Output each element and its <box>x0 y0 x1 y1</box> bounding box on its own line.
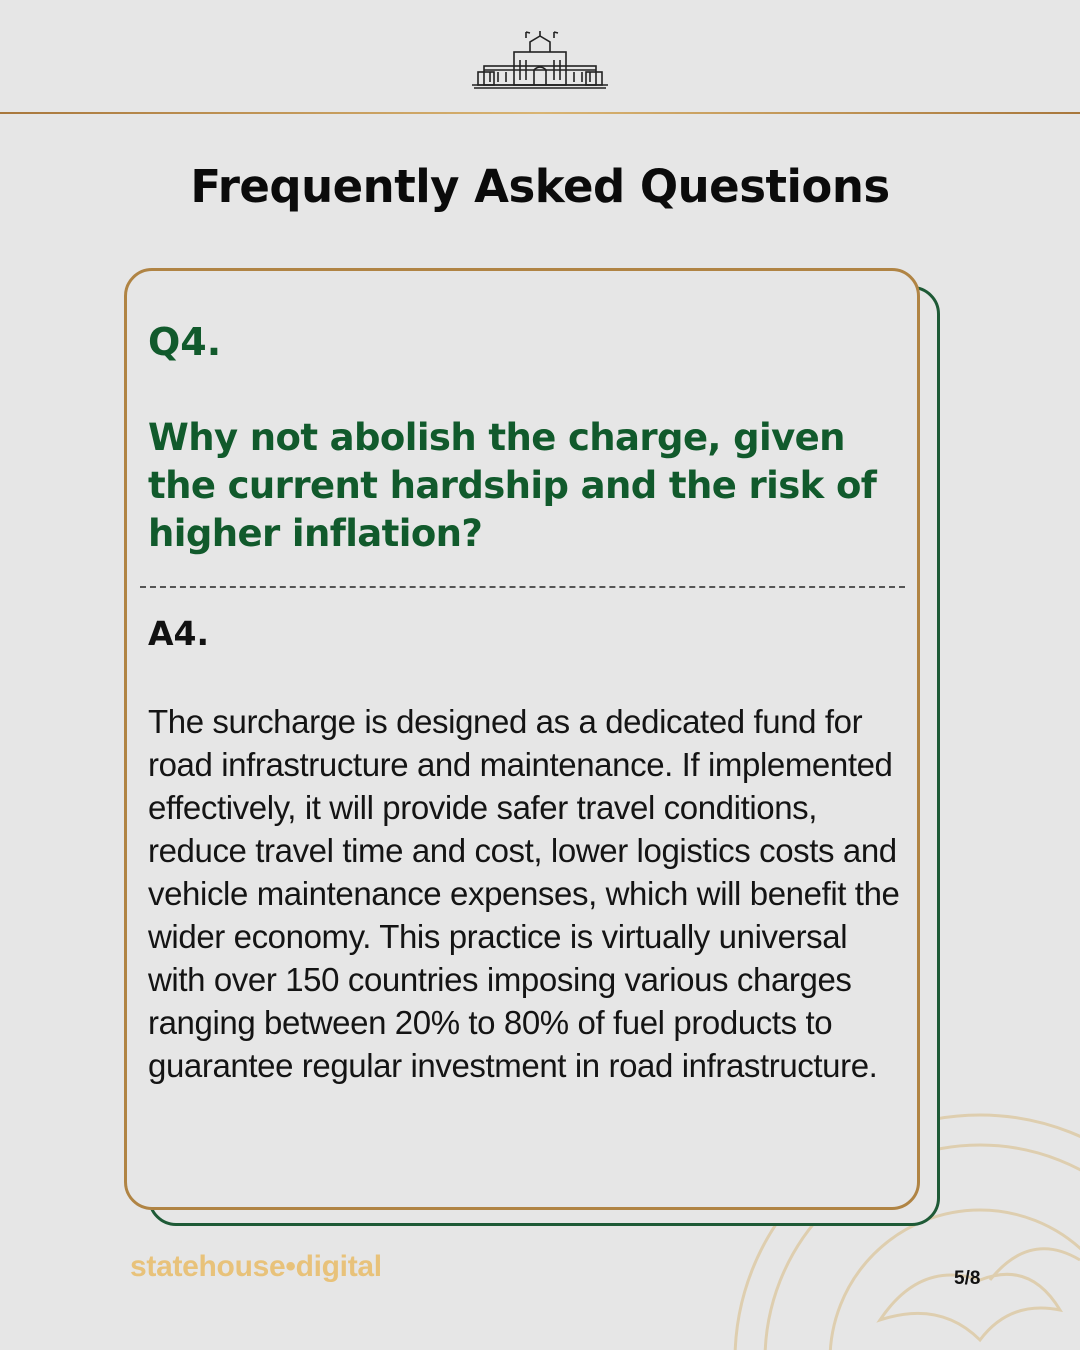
question-label: Q4. <box>148 320 222 364</box>
card-divider <box>140 586 905 588</box>
page-indicator: 5/8 <box>954 1268 981 1289</box>
header-divider <box>0 112 1080 114</box>
brand-logo-text: statehouse•digital <box>130 1250 382 1283</box>
page-title: Frequently Asked Questions <box>190 160 890 213</box>
statehouse-building-icon <box>470 30 610 92</box>
answer-text: The surcharge is designed as a dedicated fund for road infrastructure and maintenance. If implemented effectively, it will provide safer travel conditions, reduce travel time and cost, lower logistics costs and vehicle maintenance expenses, which will benefit the wider economy. This practice is virtually universal with over 150 countries imposing various charges ranging between 20% to 80% of fuel products to guarantee regular investment in road infrastructure. <box>148 703 900 1084</box>
answer-label: A4. <box>148 614 210 653</box>
question-text: Why not abolish the charge, given the current hardship and the risk of higher inflation? <box>148 416 877 555</box>
